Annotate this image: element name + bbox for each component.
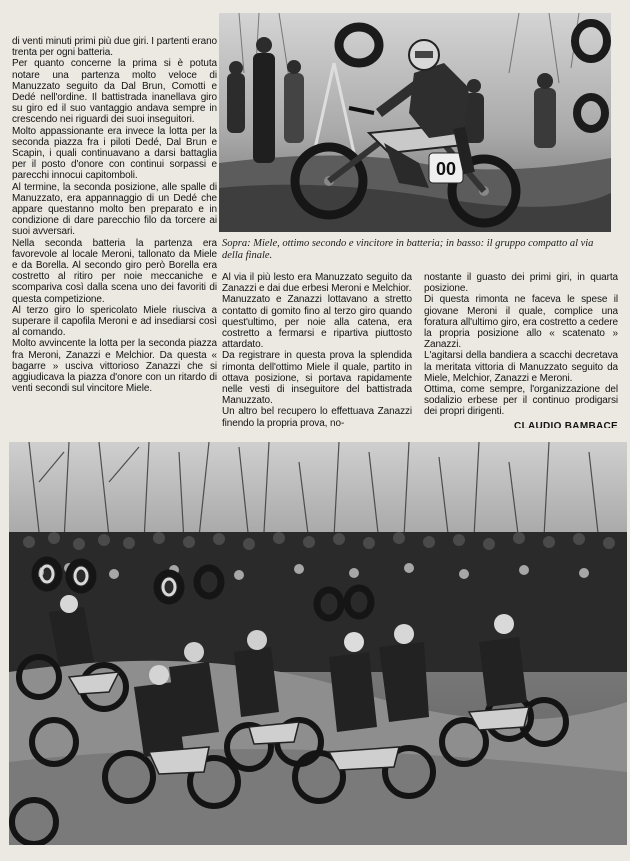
paragraph: Molto avvincente la lotta per la seconda piazza fra Meroni, Zanazzi e Melchior. Da questa « bagarre » usciva vittorioso Zanazzi che si aggiudicava la piazza d'onore con un ritardo di venti secondi sul vincitore Miele.	[12, 338, 217, 395]
photo-rider-miele	[219, 13, 611, 232]
paragraph: Al termine, la seconda posizione, alle spalle di Manuzzato, era appannaggio di un Dedé che appare questanno molto ben preparato e in condizione di dare parecchio filo da torcere ai suoi avversari.	[12, 181, 217, 238]
author-byline: CLAUDIO BAMBACE	[514, 420, 618, 428]
paragraph: di venti minuti primi più due giri. I partenti erano trenta per ogni batteria.	[12, 36, 217, 59]
paragraph: Nella seconda batteria la partenza era favorevole al locale Meroni, tallonato da Miele e da Borella. Al secondo giro però Borella era costretto al ritiro per noie meccaniche e scompariva così dalla scena uno dei favoriti di questa competizione.	[12, 237, 217, 305]
photo-bottom-image	[9, 442, 627, 845]
paragraph: Ottima, come sempre, l'organizzazione del sodalizio erbese per il continuo prodigarsi dei propri dirigenti.	[424, 384, 618, 418]
photo-caption: Sopra: Miele, ottimo secondo e vincitore in batteria; in basso: il gruppo compatto al via della finale.	[222, 238, 594, 261]
photo-top-image	[219, 13, 611, 232]
paragraph: Manuzzato e Zanazzi lottavano a stretto contatto di gomito fino al terzo giro quando quest'ultimo, per noie alla catena, era costretto a fermarsi e ripartiva piuttosto attardato.	[222, 294, 412, 351]
paragraph: Un altro bel recupero lo effettuava Zanazzi finendo la propria prova, no-	[222, 406, 412, 428]
article-column-2	[222, 272, 412, 428]
photo-race-start	[9, 442, 627, 845]
paragraph: nostante il guasto dei primi giri, in quarta posizione.	[424, 272, 618, 295]
article-column-3	[424, 272, 618, 428]
paragraph: Da registrare in questa prova la splendida rimonta dell'ottimo Miele il quale, partito in ottava posizione, si portava rapidamente nelle vesti di inseguitore del battistrada Manuzzato.	[222, 350, 412, 407]
paragraph: L'agitarsi della bandiera a scacchi decretava la meritata vittoria di Manuzzato seguito da Miele, Melchior, Zanazzi e Meroni.	[424, 350, 618, 384]
paragraph: Molto appassionante era invece la lotta per la seconda piazza fra i piloti Dedé, Dal Brun e Scapin, i quali continuavano a darsi battaglia per il posto d'onore con continui sorpassi e parecchi innocui capitomboli.	[12, 125, 217, 182]
paragraph: Per quanto concerne la prima si è potuta notare una partenza molto veloce di Manuzzato seguito da Dal Brun, Comotti e Dedé nell'ordine. Il battistrada inanellava giro su giro ed il suo vantaggio andava sempre in crescendo nei riguardi dei suoi inseguitori.	[12, 58, 217, 126]
paragraph: Di questa rimonta ne faceva le spese il giovane Meroni il quale, complice una foratura all'ultimo giro, era costretto a cedere la propria posizione allo « scatenato » Zanazzi.	[424, 294, 618, 351]
paragraph: Al terzo giro lo spericolato Miele riusciva a superare il capofila Meroni e ad insediarsi così al comando.	[12, 304, 217, 339]
number-plate: 00	[435, 159, 457, 179]
paragraph: Al via il più lesto era Manuzzato seguito da Zanazzi e dai due erbesi Meroni e Melchior.	[222, 272, 412, 295]
article-column-1	[12, 36, 217, 428]
